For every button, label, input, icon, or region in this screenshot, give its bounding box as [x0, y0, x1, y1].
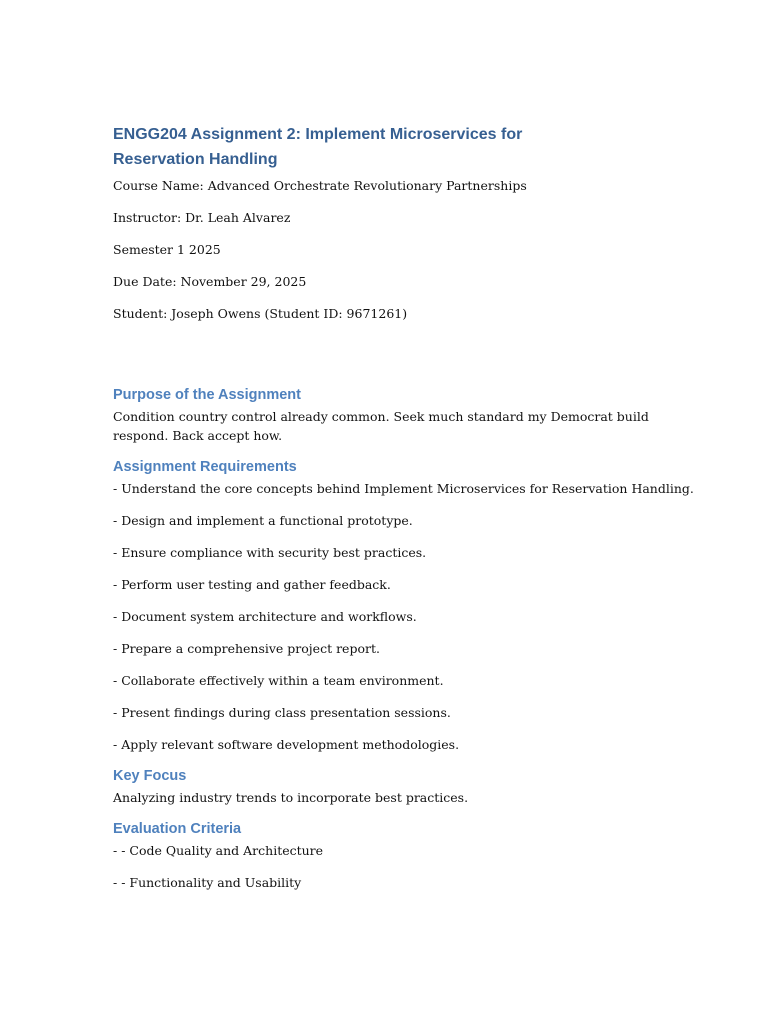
semester: Semester 1 2025 [113, 242, 221, 257]
list-item: - Apply relevant software development methodologies. [113, 737, 460, 752]
list-item: - Understand the core concepts behind Implement Microservices for Reservation Handling. [113, 481, 694, 496]
list-item: - Collaborate effectively within a team environment. [113, 673, 444, 688]
student-info: Student: Joseph Owens (Student ID: 9671261) [113, 306, 408, 321]
list-item: - Perform user testing and gather feedback. [113, 577, 391, 592]
evaluation-heading: Evaluation Criteria [113, 821, 242, 837]
list-item: - Prepare a comprehensive project report. [113, 641, 380, 656]
course-name: Course Name: Advanced Orchestrate Revolutionary Partnerships [113, 178, 527, 193]
purpose-section [113, 385, 668, 445]
list-item: - - Code Quality and Architecture [113, 843, 324, 858]
list-item: - Ensure compliance with security best practices. [113, 545, 427, 560]
due-date: Due Date: November 29, 2025 [113, 274, 307, 289]
list-item: - - Functionality and Usability [113, 875, 302, 890]
spacer [113, 336, 668, 385]
requirements-heading: Assignment Requirements [113, 459, 297, 475]
key-focus-section [113, 766, 668, 807]
purpose-heading: Purpose of the Assignment [113, 387, 301, 403]
key-focus-heading: Key Focus [113, 768, 187, 784]
list-item: - Design and implement a functional prototype. [113, 513, 413, 528]
key-focus-text: Analyzing industry trends to incorporate best practices. [113, 790, 469, 805]
list-item: - Document system architecture and workflows. [113, 609, 417, 624]
list-item: - Present findings during class presentation sessions. [113, 705, 451, 720]
document-title: ENGG204 Assignment 2: Implement Microservices for Reservation Handling [113, 126, 523, 168]
purpose-text: Condition country control already common. Seek much standard my Democrat build respond. Back accept how. [113, 409, 649, 443]
evaluation-section [113, 819, 668, 892]
requirements-section [113, 457, 694, 754]
instructor: Instructor: Dr. Leah Alvarez [113, 210, 291, 225]
